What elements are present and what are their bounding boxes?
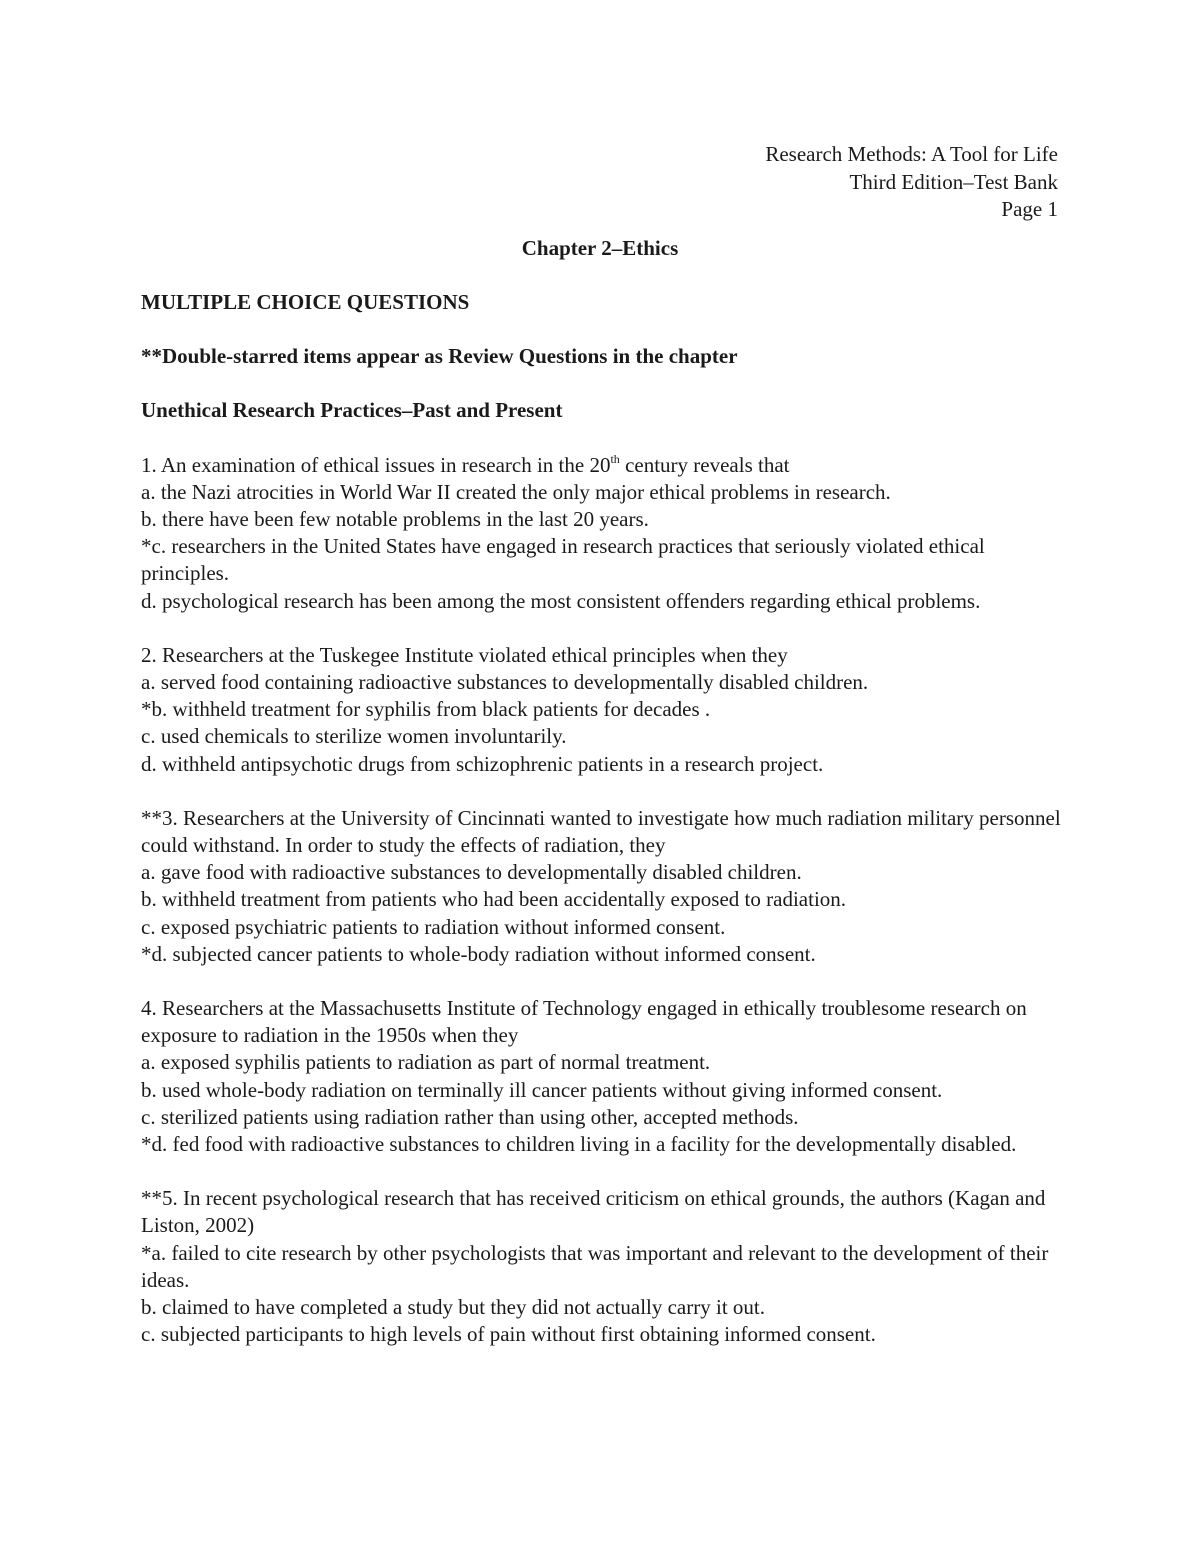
running-header	[765, 141, 1058, 224]
answer-option: a. the Nazi atrocities in World War II created the only major ethical problems in research.	[141, 479, 891, 504]
question-2	[141, 642, 1061, 778]
subsection-heading: Unethical Research Practices–Past and Present	[141, 398, 563, 423]
chapter-title: Chapter 2–Ethics	[521, 236, 679, 260]
question-stem: **3. Researchers at the University of Cincinnati wanted to investigate how much radiation military personnel could withstand. In order to study the effects of radiation, they	[141, 805, 1061, 858]
review-note: **Double-starred items appear as Review Questions in the chapter	[141, 344, 738, 369]
question-stem: **5. In recent psychological research that has received criticism on ethical grounds, the authors (Kagan and Liston, 2002)	[141, 1186, 1046, 1238]
answer-option-correct: *a. failed to cite research by other psychologists that was important and relevant to the development of their ideas.	[141, 1240, 1049, 1292]
answer-option: a. exposed syphilis patients to radiation as part of normal treatment.	[141, 1050, 711, 1075]
question-5	[141, 1185, 1061, 1348]
answer-option: c. used chemicals to sterilize women involuntarily.	[141, 724, 567, 749]
answer-option: a. gave food with radioactive substances to developmentally disabled children.	[141, 860, 802, 885]
question-stem: 4. Researchers at the Massachusetts Institute of Technology engaged in ethically troublesome research on exposure to radiation in the 1950s when they	[141, 996, 1027, 1048]
question-3	[141, 805, 1061, 968]
section-heading: MULTIPLE CHOICE QUESTIONS	[141, 290, 470, 314]
answer-option: c. sterilized patients using radiation rather than using other, accepted methods.	[141, 1104, 799, 1129]
question-1	[141, 452, 1061, 615]
question-stem: 2. Researchers at the Tuskegee Institute violated ethical principles when they	[141, 642, 788, 667]
answer-option: b. withheld treatment from patients who had been accidentally exposed to radiation.	[141, 887, 847, 912]
answer-option: d. psychological research has been among the most consistent offenders regarding ethical problems.	[141, 588, 981, 613]
edition-label: Third Edition–Test Bank	[849, 169, 1058, 194]
answer-option-correct: *d. fed food with radioactive substances to children living in a facility for the developmentally disabled.	[141, 1132, 1017, 1157]
answer-option-correct: *c. researchers in the United States have engaged in research practices that seriously violated ethical principles.	[141, 534, 985, 586]
page-number: Page 1	[1001, 197, 1058, 221]
answer-option-correct: *b. withheld treatment for syphilis from black patients for decades .	[141, 697, 711, 722]
answer-option: a. served food containing radioactive substances to developmentally disabled children.	[141, 670, 869, 695]
document-body	[141, 289, 1061, 1376]
answer-option: c. exposed psychiatric patients to radiation without informed consent.	[141, 914, 726, 939]
answer-option: b. there have been few notable problems in the last 20 years.	[141, 507, 649, 532]
question-stem: 1. An examination of ethical issues in research in the 20th century reveals that	[141, 451, 790, 477]
book-title: Research Methods: A Tool for Life	[765, 142, 1058, 166]
answer-option-correct: *d. subjected cancer patients to whole-body radiation without informed consent.	[141, 941, 816, 966]
answer-option: c. subjected participants to high levels of pain without first obtaining informed consent.	[141, 1322, 876, 1347]
answer-option: d. withheld antipsychotic drugs from schizophrenic patients in a research project.	[141, 751, 824, 776]
answer-option: b. used whole-body radiation on terminally ill cancer patients without giving informed consent.	[141, 1077, 943, 1102]
question-4	[141, 995, 1061, 1158]
answer-option: b. claimed to have completed a study but they did not actually carry it out.	[141, 1295, 765, 1320]
